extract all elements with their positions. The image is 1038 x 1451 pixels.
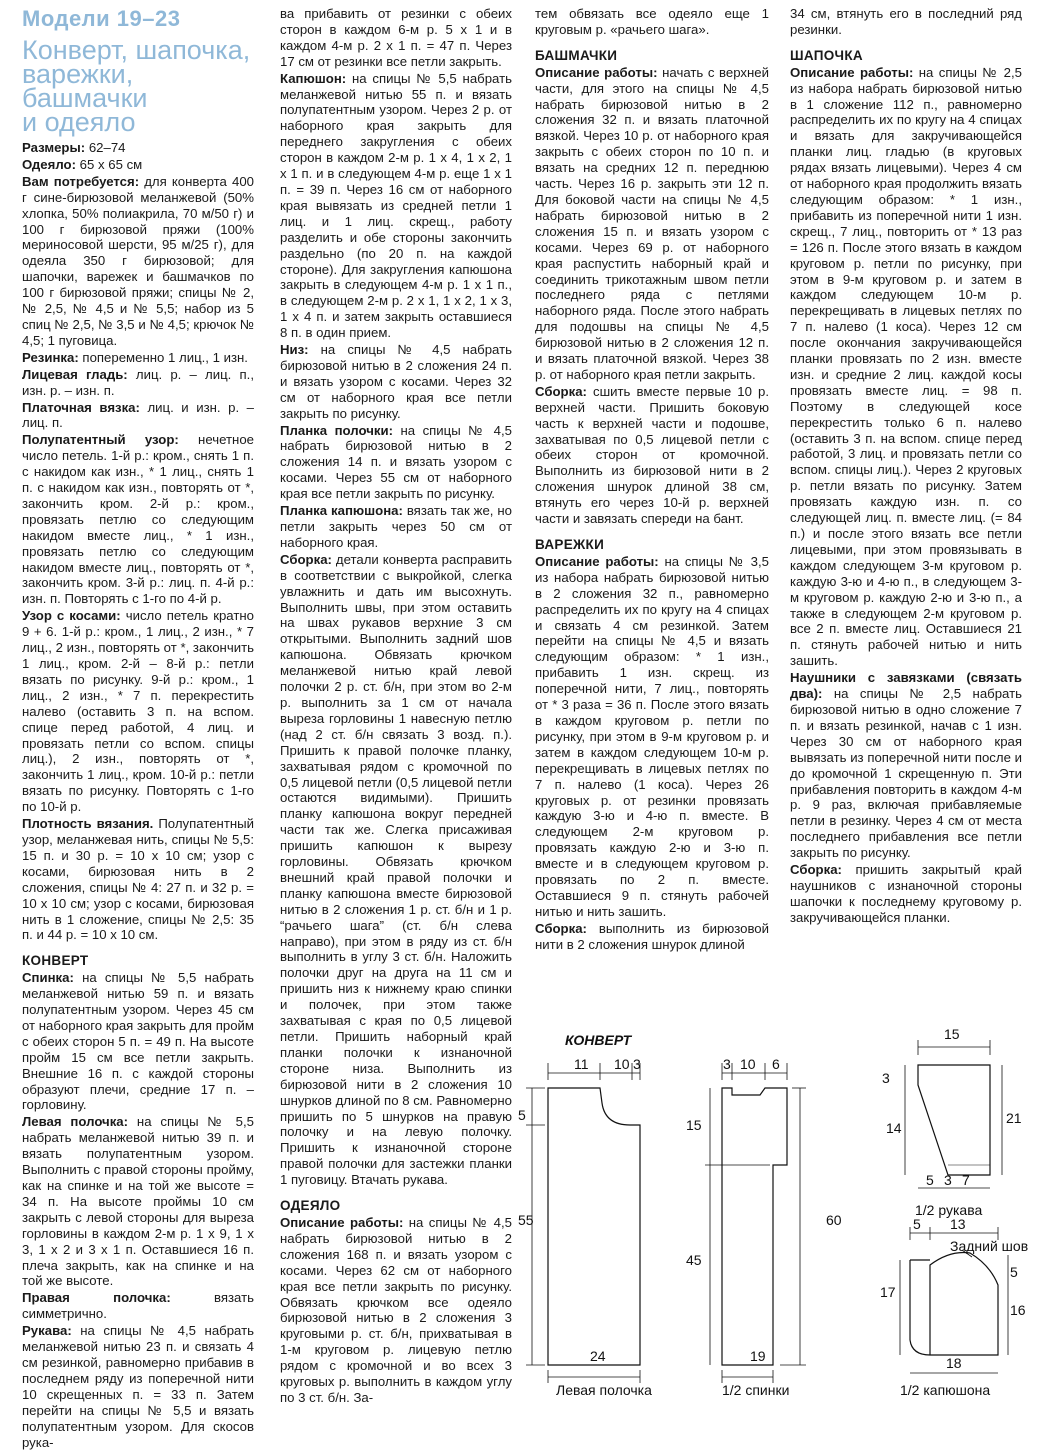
paragraph-text: Полупатентный узор, меланжевая нить, спицы № 5,5: 15 п. и 30 р. = 10 х 10 см; узор с косами, бирюзовая нить в 2 сложения, спицы № 4: 27 п. и 32 р. = 10 х 10 см; узор с косами, бирюзовая нить в 1 сложение, спицы № 2,5: 35 п. и 44 р. = 10 х 10 см.	[22, 816, 254, 943]
hood-caption: 1/2 капюшона	[900, 1382, 991, 1398]
front-caption: Левая полочка	[556, 1382, 652, 1398]
paragraph-heading: Рукава:	[22, 1323, 72, 1339]
paragraph-heading: Лицевая гладь:	[22, 366, 128, 382]
hood-dim-18: 18	[946, 1355, 962, 1371]
paragraph-heading: Наушники с завязками (связать два):	[790, 670, 1022, 702]
paragraph-text: на спицы № 2,5 из набора набрать бирюзовой нитью в 1 сложение 112 п., равномерно распределить их по кругу на 4 спицах и вязать для закручивающейся планки лиц. гладью (в круговых рядах вязать лицевыми). Через 4 см от наборного края продолжить вязать следующим образом: * 1 изн., прибавить из поперечной нити 1 изн. скрещ., 7 лиц., повторить от * 13 раз = 126 п. После этого вязать в каждом круговом р. петли по рисунку, при этом в 9-м круговом р. и затем в каждом следующем 10-м р. перекрещивать в лицевых петлях по 7 п. налево (1 коса). Через 12 см после окончания закручивающейся планки провязать по 2 изн. вместе изн. и средние 2 лиц. каждой косы провязать вместе лиц. = 98 п. Поэтому в следующей косе перекрестить только 6 п. налево (оставить 3 п. на вспом. спице перед работой, 3 лиц. и провязать петли со вспом. спицы лиц.). Через 2 круговых р. петли вязать по рисунку. Затем провязать каждую изн. п. со следующей лиц. п. вместе лиц. (= 84 п.) и после этого вязать все петли лицевыми, при этом провязывать в каждом следующем 3-м круговом р. каждую 3-ю и 4-ю п., в следующем 3-м круговом р. каждую 2-ю и 3-ю п., а также в следующем 2-м круговом р. все 2 п. вместе лиц. Оставшиеся 21 п. стянуть рабочей нитью и нить зашить.	[790, 64, 1022, 669]
article-title	[22, 35, 262, 137]
paragraph	[535, 384, 769, 527]
paragraph-heading: Сборка:	[535, 920, 587, 936]
paragraph-text: детали конверта расправить в соответствии с выкройкой, слегка увлажнить и дать им высохнуть. Выполнить швы, при этом оставить на швах рукавов верхние 3 см открытыми. Выполнить задний шов капюшона. Обвязать крючком меланжевой нитью край левой полочки 2 р. ст. б/н, при этом во 2-м р. выполнить за 1 см от начала выреза горловины 1 навесную петлю (над 2 ст. б/н связать 3 возд. п.). Пришить к правой полочке планку, захватывая рядом с кромочной по 0,5 лицевой петли (0,5 лицевой петли остаются видимыми). Пришить планку капюшона вокруг передней части так же. Слегка присаживая пришить капюшон к вырезу горловины. Обвязать крючком внешний край правой полочки и планку капюшона вместе бирюзовой нитью в 2 сложения 1 р. ст. б/н и 1 р. “рачьего шага” (ст. б/н слева направо), при этом в ряду из ст. б/н выполнить в углу 3 ст. б/н. Наложить полочки друг на друга на 11 см и пришить низ к нижнему краю спинки и полочек, при этом также захватывая с края по 0,5 лицевой петли. Пришить наборный край планки полочки к изнаночной стороне низа. Выполнить из бирюзовой нити в 2 сложения 10 шнурков длиной по 8 см. Равномерно пришить по 5 шнурков на правую полочку и на левую полочку. Пришить к изнаночной стороне правой полочки для застежки планки 1 пуговицу. Втачать рукава.	[280, 551, 512, 1188]
paragraph-heading: Размеры:	[22, 140, 86, 155]
paragraph-heading: Полупатентный узор:	[22, 432, 179, 448]
paragraph	[22, 1323, 254, 1450]
paragraph	[22, 367, 254, 399]
paragraph-heading: Узор с косами:	[22, 608, 121, 624]
paragraph	[22, 140, 254, 156]
paragraph-text: на спицы № 3,5 из набора набрать бирюзовой нитью в 2 сложения 32 п., равномерно распределить их по кругу на 4 спицах и связать 4 см резинкой. Затем перейти на спицы № 4,5 и вязать следующим образом: * 1 изн., прибавить 1 изн. скрещ. из поперечной нити, 7 лиц., повторять от * 3 раза = 36 п. После этого вязать в каждом круговом р. петли по рисунку, при этом в 9-м круговом р. и затем в каждом следующем 10-м р. перекрещивать в лицевых петлях по 7 п. налево (1 коса). Через 26 круговых р. от резинки провязать каждую 3-ю и 4-ю п. вместе. В следующем 2-м круговом р. провязать каждую 2-ю и 3-ю п. вместе и в следующем круговом р. провязать по 2 п. вместе. Оставшиеся 9 п. стянуть рабочей нитью и нить зашить.	[535, 553, 770, 919]
back-caption: 1/2 спинки	[722, 1382, 790, 1398]
paragraph-heading: Вам потребуется:	[22, 173, 140, 189]
paragraph	[535, 65, 769, 383]
paragraph	[22, 1290, 254, 1322]
paragraph	[535, 921, 769, 953]
paragraph	[280, 71, 512, 341]
paragraph-text: на спицы № 4,5 набрать бирюзовой нитью в 2 сложения 24 п. и вязать узором с косами. Через 32 см от наборного края все петли закрыть по рисунку.	[280, 342, 512, 421]
paragraph-text: 62–74	[85, 140, 126, 155]
text-column-4	[790, 6, 1022, 927]
sleeve-dim-15: 15	[944, 1026, 960, 1042]
left-front-schematic	[526, 1063, 640, 1383]
paragraph-heading: Платочная вязка:	[22, 399, 140, 415]
paragraph-text: на спицы № 5,5 набрать меланжевой нитью 59 п. и вязать полупатентным узором. Через 45 см от наборного края закрыть для пройм с обеих сторон 5 п. = 49 п. На высоте пройм 15 см все петли закрыть. Внешние 16 п. с каждой стороны образуют плечи, средние 17 п. – горловину.	[22, 970, 254, 1113]
paragraph	[790, 6, 1022, 38]
paragraph-heading: Планка полочки:	[280, 422, 393, 438]
back-dim-60: 60	[826, 1212, 842, 1228]
hood-dim-13: 13	[950, 1216, 966, 1232]
paragraph-text: тем обвязать все одеяло еще 1 круговым р. «рачьего шага».	[535, 6, 769, 37]
text-column-1	[22, 140, 254, 1451]
paragraph-text: нечетное число петель. 1-й р.: кром., снять 1 п. с накидом как изн., * 1 лиц., снять 1 п. с накидом как изн., повторять от *, закончить кром. 2-й р.: кром., провязать петлю со следующим накидом вместе лиц., * 1 изн., провязать петлю со следующим накидом вместе лиц., повторять от *, закончить кром. 3-й р.: лиц. п. 4-й р.: изн. п. Повторять с 1-го по 4-й р.	[22, 432, 254, 607]
paragraph	[22, 970, 254, 1113]
paragraph	[22, 432, 254, 607]
paragraph-text: вязать симметрично.	[22, 1290, 254, 1322]
back-dim-3: 3	[723, 1056, 731, 1072]
sleeve-dim-5: 5	[926, 1172, 934, 1188]
front-dim-5: 5	[518, 1107, 526, 1123]
paragraph-text: лиц. и изн. р. – лиц. п.	[22, 399, 254, 431]
sleeve-dim-14: 14	[886, 1120, 902, 1136]
section-heading: ВАРЕЖКИ	[535, 537, 605, 552]
back-dim-15: 15	[686, 1117, 702, 1133]
paragraph	[790, 862, 1022, 926]
paragraph-heading: Описание работы:	[535, 553, 659, 569]
title-block	[22, 6, 262, 137]
paragraph-text: на спицы № 5,5 набрать меланжевой нитью 55 п. и вязать полупатентным узором. Через 2 р. от наборного края закрыть для переднего закругления с обеих сторон в каждом 2-м р. 1 х 4, 1 х 2, 1 х 1 п. и в следующем 4-м р. еще 1 х 1 п. = 39 п. Через 16 см от наборного края вывязать из средней петли 1 лиц. и 1 лиц. скрещ., работу разделить и обе стороны закончить раздельно (по 20 п. на каждой стороне). Для закругления капюшона закрыть в следующем 4-м р. 1 х 1 п., в следующем 2-м р. 2 х 1, 1 х 2, 1 х 3, 1 х 4 п. и затем закрыть оставшиеся 8 п. в один прием.	[280, 70, 512, 341]
sleeve-dim-7: 7	[962, 1172, 970, 1188]
hood-dim-16: 16	[1010, 1302, 1026, 1318]
sleeve-dim-3b: 3	[944, 1172, 952, 1188]
paragraph-text: на спицы № 4,5 набрать меланжевой нитью 23 п. и связать 4 см резинкой, равномерно прибавив в последнем ряду из поперечной нити 10 скрещенных п. = 33 п. Затем перейти на спицы № 5,5 и вязать полупатентным узором. Для скосов рука-	[22, 1323, 254, 1450]
hood-dim-5b: 5	[1010, 1264, 1018, 1280]
paragraph-text: число петель кратно 9 + 6. 1-й р.: кром., 1 лиц., 2 изн., * 7 лиц., 2 изн., повторять от *, закончить 1 лиц., кром. 2-й – 8-й р.: петли вязать по рисунку. 9-й р.: кром., 1 лиц., 2 изн., * 7 п. перекрестить налево (оставить 3 п. на вспом. спице перед работой, 4 лиц. и провязать петли со вспом. спицы лиц.), 2 изн., повторять от *, закончить 1 лиц., кром. 10-й р.: петли вязать по рисунку. Повторять с 1-го по 10-й р.	[22, 608, 254, 815]
paragraph-text: пришить закрытый край наушников с изнаночной стороны шапочки к последнему круговому р. закручивающейся планки.	[790, 862, 1022, 925]
text-column-2	[280, 6, 512, 1407]
paragraph	[280, 6, 512, 70]
paragraph-heading: Резинка:	[22, 349, 79, 365]
hood-seam-label: Задний шов	[950, 1238, 1029, 1254]
section-heading: ШАПОЧКА	[790, 47, 863, 63]
paragraph-heading: Сборка:	[790, 862, 842, 878]
paragraph	[22, 816, 254, 943]
paragraph-text: для конверта 400 г сине-бирюзовой меланжевой (50% хлопка, 50% полиакрила, 70 м/50 г) и 100 г бирюзовой пряжи (100% мериносовой шерсти, 95 м/25 г), для одеяла 350 г бирюзовой; для шапочки, варежек и башмачков по 100 г бирюзовой пряжи; спицы № 2, № 2,5, № 4,5 и № 5,5; набор из 5 спиц № 2,5, № 3,5 и № 4,5; крючок № 4,5; 1 пуговица.	[22, 173, 255, 348]
paragraph-text: 65 х 65 см	[75, 156, 143, 172]
half-sleeve-schematic	[905, 1040, 1002, 1188]
paragraph	[22, 157, 254, 173]
paragraph-text: попеременно 1 лиц., 1 изн.	[78, 349, 248, 365]
paragraph-heading: Описание работы:	[790, 64, 914, 80]
schematic-title: КОНВЕРТ	[565, 1032, 632, 1048]
paragraph-heading: Спинка:	[22, 970, 74, 986]
paragraph	[22, 1114, 254, 1289]
paragraph	[535, 554, 769, 920]
sleeve-dim-3: 3	[882, 1070, 890, 1086]
paragraph-heading: Плотность вязания.	[22, 816, 154, 832]
front-dim-24: 24	[590, 1348, 606, 1364]
hood-dim-17: 17	[880, 1284, 896, 1300]
section-heading: БАШМАЧКИ	[535, 47, 618, 63]
paragraph-heading: Капюшон:	[280, 70, 347, 86]
paragraph-heading: Описание работы:	[280, 1214, 404, 1230]
title-line: Конверт, шапочка,	[22, 35, 251, 65]
paragraph-text: сшить вместе первые 10 р. верхней части. Пришить боковую часть к верхней части и подошве, захватывая по 0,5 лицевой петли с обеих сторон от кромочной. Выполнить из бирюзовой нити в 2 сложения шнурок длиной 38 см, втянуть его через 10-й р. верхней части и завязать спереди на бант.	[535, 383, 769, 527]
paragraph-text: на спицы № 5,5 набрать меланжевой нитью 39 п. и вязать полупатентным узором. Выполнить с правой стороны пройму, как на спинке и на той же высоте = 34 п. На высоте проймы 10 см закрыть с левой стороны для выреза горловины в каждом 2-м р. 1 х 9, 1 х 3, 1 х 2 и 3 х 1 п. Оставшиеся 16 п. плечa закрыть, как на спинке и на той же высоте.	[22, 1114, 254, 1289]
front-dim-11: 11	[574, 1056, 589, 1072]
paragraph	[280, 342, 512, 422]
half-back-schematic	[705, 1063, 806, 1383]
paragraph	[280, 552, 512, 1188]
paragraph-text: выполнить из бирюзовой нити в 2 сложения шнурок длиной	[535, 920, 769, 952]
sleeve-dim-21: 21	[1006, 1110, 1022, 1126]
paragraph-text: на спицы № 4,5 набрать бирюзовой нитью в 2 сложения 168 п. и вязать узором с косами. Через 62 см от наборного края все петли закрыть по рисунку. Обвязать крючком все одеяло бирюзовой нитью в 2 сложения 3 круговыми р. ст. б/н, прихватывая в 1-м круговом р. лицевую петлю рядом с кромочной и во всех 3 круговых р. выполнить в каждом углу по 3 ст. б/н. За-	[280, 1214, 512, 1405]
section-heading: ОДЕЯЛО	[280, 1198, 341, 1214]
paragraph-text: ва прибавить от резинки с обеих сторон в каждом 6-м р. 5 х 1 и в каждом 4-м р. 2 х 1 п. = 47 п. Через 17 см от резинки все петли закрыть.	[280, 6, 512, 69]
paragraph-heading: Левая полочка:	[22, 1114, 129, 1130]
title-line: варежки, башмачки	[22, 59, 148, 113]
front-dim-10: 10	[614, 1056, 630, 1072]
models-heading: Модели 19–23	[22, 6, 181, 31]
paragraph	[280, 423, 512, 503]
paragraph	[22, 400, 254, 432]
hood-dim-5: 5	[913, 1216, 921, 1232]
paragraph-heading: Сборка:	[535, 383, 587, 399]
paragraph	[22, 608, 254, 815]
paragraph-text: на спицы № 4,5 набрать бирюзовой нитью в 2 сложения 14 п. и вязать узором с косами. Через 55 см от наборного края все петли закрыть по рисунку.	[280, 422, 512, 502]
paragraph-text: лиц. р. – лиц. п., изн. р. – изн. п.	[22, 366, 254, 398]
paragraph-text: вязать так же, но петли закрыть через 50 см от наборного края.	[280, 503, 512, 550]
back-dim-10: 10	[740, 1056, 756, 1072]
paragraph	[22, 350, 254, 366]
back-dim-19: 19	[750, 1348, 766, 1364]
back-dim-45: 45	[686, 1252, 702, 1268]
paragraph-heading: Низ:	[280, 342, 309, 358]
paragraph	[280, 1215, 512, 1406]
paragraph-heading: Планка капюшона:	[280, 503, 403, 519]
pattern-schematics	[510, 1025, 1038, 1400]
paragraph-text: 34 см, втянуть его в последний ряд резинки.	[790, 6, 1022, 37]
paragraph-text: на спицы № 2,5 набрать бирюзовой нитью в одно сложение 7 п. и вязать резинкой, начав с 1 изн. Через 30 см от наборного края вывязать из поперечной нити после и до кромочной 1 скрещенную п. Эти прибавления повторить в каждом 4-м р. 9 раз, включая прибавляемые петли в резинку. Через 4 см от места последнего прибавления все петли закрыть по рисунку.	[790, 686, 1022, 861]
paragraph	[790, 670, 1022, 861]
back-dim-6: 6	[772, 1056, 780, 1072]
section-heading: КОНВЕРТ	[22, 953, 89, 969]
paragraph	[535, 6, 769, 38]
paragraph-heading: Одеяло:	[22, 156, 76, 172]
paragraph-text: начать с верхней части, для этого на спицы № 4,5 набрать бирюзовой нитью в 2 сложения 32 п. и вязать платочной вязкой. Через 10 р. от наборного края закрыть с обеих сторон по 10 п. и вязать на средних 12 п. переднюю часть. Через 16 р. закрыть эти 12 п. Для боковой части на спицы № 4,5 набрать бирюзовой нитью в 2 сложения 15 п. и вязать узором с косами. Через 69 р. от наборного края распустить наборный край и соединить трикотажным швом петли последнего ряда с петлями наборного ряда. После этого набрать для подошвы на спицы № 4,5 бирюзовой нитью в 2 сложения 12 п. и вязать платочной вязкой. Через 38 р. от наборного края петли закрыть.	[535, 64, 769, 382]
paragraph-heading: Правая полочка:	[22, 1290, 171, 1306]
front-dim-55: 55	[518, 1212, 534, 1228]
sleeve-caption: 1/2 рукава	[915, 1202, 983, 1218]
title-line: и одеяло	[22, 107, 136, 137]
front-dim-3: 3	[633, 1056, 641, 1072]
paragraph-heading: Сборка:	[280, 551, 332, 567]
text-column-3	[535, 6, 769, 954]
paragraph-heading: Описание работы:	[535, 64, 658, 80]
paragraph	[790, 65, 1022, 669]
paragraph	[22, 174, 254, 349]
paragraph	[280, 503, 512, 551]
